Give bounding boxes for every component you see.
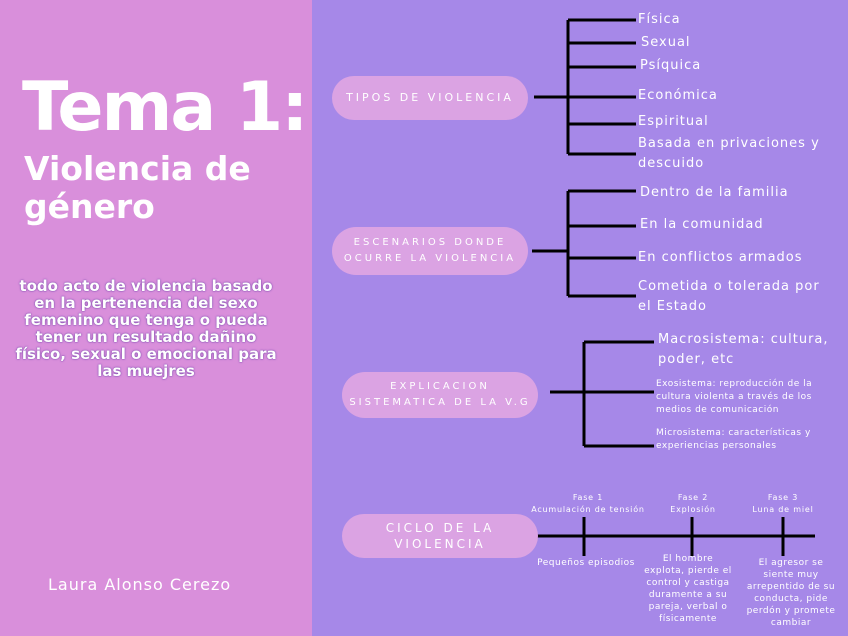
- fase1-name: Fase 1: [572, 493, 604, 502]
- tipo-psiquica: Psíquica: [640, 58, 702, 73]
- fase1-sub: Acumulación de tensión: [531, 505, 645, 514]
- fase1-desc: Pequeños episodios: [537, 558, 635, 568]
- escenario-conflictos: En conflictos armados: [638, 250, 803, 265]
- tipo-sexual: Sexual: [641, 35, 691, 50]
- subtitle: Violencia de género: [24, 149, 251, 226]
- explicacion-pill: EXPLICACION SISTEMATICA DE LA V.G: [342, 372, 538, 418]
- definition-text: todo acto de violencia basado en la pertenencia del sexo femenino que tenga o pueda tener un resultado dañino físico, sexual o emocional para las muejres: [15, 277, 277, 380]
- tipo-espiritual: Espiritual: [638, 114, 709, 129]
- fase3-name: Fase 3: [767, 493, 799, 502]
- escenarios-pill: ESCENARIOS DONDE OCURRE LA VIOLENCIA: [332, 227, 528, 275]
- fase2-label: [650, 492, 736, 516]
- escenario-estado: Cometida o tolerada por el Estado: [638, 279, 820, 314]
- fase3-desc: El agresor se siente muy arrepentido de su conducta, pide perdón y promete cambiar: [746, 558, 836, 628]
- escenario-comunidad: En la comunidad: [640, 217, 764, 232]
- fase2-sub: Explosión: [670, 505, 716, 514]
- escenario-familia: Dentro de la familia: [640, 185, 789, 200]
- main-title: Tema 1:: [22, 68, 307, 147]
- tipo-economica: Económica: [638, 88, 718, 103]
- tipo-privaciones: Basada en privaciones y descuido: [638, 136, 820, 171]
- exosistema-text: Exosistema: reproducción de la cultura violenta a través de los medios de comunicación: [656, 379, 813, 415]
- tipo-fisica: Física: [638, 12, 681, 27]
- author-name: Laura Alonso Cerezo: [48, 575, 232, 594]
- fase2-desc: El hombre explota, pierde el control y castiga duramente a su pareja, verbal o físicamente: [644, 554, 732, 624]
- fase3-sub: Luna de miel: [752, 505, 814, 514]
- microsistema-text: Microsistema: características y experiencias personales: [656, 428, 811, 451]
- fase2-name: Fase 2: [677, 493, 709, 502]
- fase1-label: [530, 492, 646, 516]
- fase3-label: [740, 492, 826, 516]
- ciclo-pill: CICLO DE LA VIOLENCIA: [342, 514, 538, 558]
- tipos-pill: TIPOS DE VIOLENCIA: [332, 76, 528, 120]
- macrosistema-text: Macrosistema: cultura, poder, etc: [658, 332, 829, 367]
